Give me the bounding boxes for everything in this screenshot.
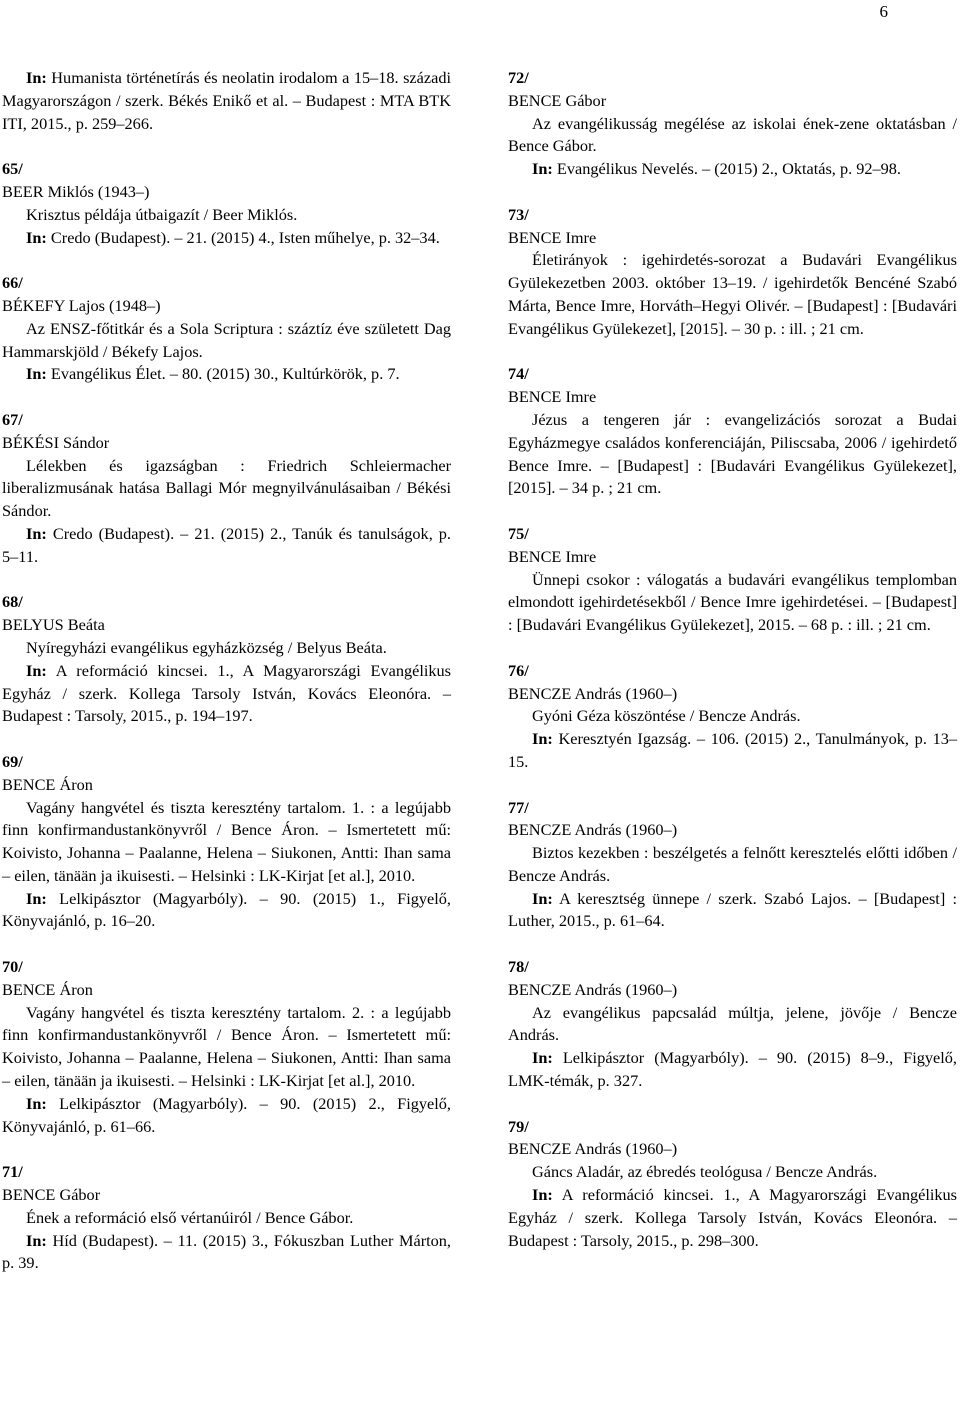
bibliography-entry: [2, 158, 451, 249]
bibliography-entry: [508, 363, 957, 500]
bibliography-entry: [508, 67, 957, 181]
entry-title: Gáncs Aladár, az ébredés teológusa / Bencze András.: [532, 1162, 878, 1182]
source-text: Keresztyén Igazság. – 106. (2015) 2., Tanulmányok, p. 13–15.: [508, 729, 957, 771]
entry-title: Az ENSZ-főtitkár és a Sola Scriptura : száztíz éve született Dag Hammarskjöld / Békefy Lajos.: [2, 318, 451, 361]
source-text: A keresztség ünnepe / szerk. Szabó Lajos. – [Budapest] : Luther, 2015., p. 61–64.: [508, 888, 958, 931]
entry-number: 72/: [508, 68, 529, 87]
in-label: In:: [26, 227, 47, 247]
entry-author: BENCZE András (1960–): [508, 820, 678, 840]
entry-author: BENCZE András (1960–): [508, 683, 678, 703]
source-text: Lelkipásztor (Magyarbóly). – 90. (2015) 8–9., Figyelő, LMK-témák, p. 327.: [508, 1048, 957, 1091]
entry-source: [2, 660, 451, 728]
source-text: Credo (Budapest). – 21. (2015) 4., Isten műhelye, p. 32–34.: [50, 227, 440, 247]
bibliography-entry: [2, 1161, 451, 1275]
bibliography-entry: [508, 660, 957, 774]
left-column: [2, 67, 451, 1298]
in-label: In:: [532, 1185, 553, 1205]
entry-author: BENCZE András (1960–): [508, 979, 678, 999]
entry-source: [2, 523, 451, 569]
entry-title: Gyóni Géza köszöntése / Bencze András.: [532, 706, 801, 726]
source-text: A reformáció kincsei. 1., A Magyarországi Evangélikus Egyház / szerk. Kollega Tarsoly István, Kovács Eleonóra. – Budapest : Tarsoly, 2015., p. 298–300.: [508, 1185, 958, 1250]
entry-author: BÉKEFY Lajos (1948–): [2, 295, 161, 315]
entry-source: [2, 888, 451, 934]
entry-author: BENCE Imre: [508, 387, 597, 407]
entry-number: 71/: [2, 1162, 23, 1182]
entry-source: [508, 158, 957, 181]
entry-number: 65/: [2, 159, 23, 179]
entry-number: 66/: [2, 273, 23, 293]
entry-author: BENCE Imre: [508, 546, 597, 566]
entry-title: Ének a reformáció első vértanúiról / Bence Gábor.: [26, 1207, 354, 1227]
entry-number: 79/: [508, 1116, 529, 1136]
bibliography-entry-fragment: [2, 67, 451, 135]
entry-author: BÉKÉSI Sándor: [2, 432, 110, 452]
bibliography-entry: [508, 523, 957, 637]
entry-number: 75/: [508, 523, 529, 543]
entry-title: Az evangélikusság megélése az iskolai ének-zene oktatásban / Bence Gábor.: [508, 113, 957, 156]
bibliography-entry: [2, 956, 451, 1138]
entry-title: Életirányok : igehirdetés-sorozat a Budavári Evangélikus Gyülekezetben 2003. október 13–19. / igehirdetők Bencéné Szabó Márta, Bence Imre, Horváth–Hegyi Olivér. – [Budapest] : [Budavári Evangélikus Gyülekezet], [2015]. – 30 p. : ill. ; 21 cm.: [508, 250, 957, 338]
entry-number: 76/: [508, 660, 529, 680]
entry-number: 74/: [508, 364, 529, 384]
entry-title: Biztos kezekben : beszélgetés a felnőtt keresztelés előtti időben / Bencze András.: [508, 843, 957, 885]
bibliography-entry: [508, 1116, 957, 1253]
source-text: Híd (Budapest). – 11. (2015) 3., Fókuszban Luther Márton, p. 39.: [2, 1230, 451, 1273]
in-label: In:: [26, 523, 47, 543]
in-label: In:: [26, 1230, 47, 1250]
entry-number: 73/: [508, 204, 529, 224]
source-text: Evangélikus Nevelés. – (2015) 2., Oktatás, p. 92–98.: [556, 159, 902, 179]
source-text: Lelkipásztor (Magyarbóly). – 90. (2015) 2., Figyelő, Könyvajánló, p. 61–66.: [2, 1093, 451, 1136]
entry-source: [2, 67, 451, 135]
entry-author: BEER Miklós (1943–): [2, 181, 150, 201]
entry-author: BELYUS Beáta: [2, 615, 105, 635]
entry-number: 69/: [2, 751, 23, 771]
source-text: A reformáció kincsei. 1., A Magyarországi Evangélikus Egyház / szerk. Kollega Tarsoly István, Kovács Eleonóra. – Budapest : Tarsoly, 2015., p. 194–197.: [2, 660, 452, 726]
entry-source: [508, 888, 957, 934]
entry-source: [508, 1184, 957, 1252]
entry-number: 77/: [508, 797, 529, 817]
in-label: In:: [26, 888, 47, 908]
entry-author: BENCE Gábor: [2, 1185, 101, 1205]
bibliography-entry: [2, 751, 451, 933]
in-label: In:: [26, 364, 47, 384]
entry-title: Nyíregyházi evangélikus egyházközség / Belyus Beáta.: [26, 637, 387, 657]
in-label: In:: [26, 1093, 47, 1113]
entry-title: Vagány hangvétel és tiszta keresztény tartalom. 2. : a legújabb finn konfirmandustankönyvről / Bence Áron. – Ismertetett mű: Koivisto, Johanna – Paalanne, Helena – Siukonen, Antti: Ihan sama – eilen, tänään ja ikuisesti. – Helsinki : LK-Kirjat [et al.], 2010.: [2, 1002, 451, 1091]
entry-source: [2, 363, 451, 386]
bibliography-entry: [508, 204, 957, 341]
entry-source: [508, 728, 957, 774]
in-label: In:: [532, 1048, 553, 1068]
entry-title: Az evangélikus papcsalád múltja, jelene, jövője / Bencze András.: [508, 1002, 957, 1045]
source-text: Humanista történetírás és neolatin irodalom a 15–18. századi Magyarországon / szerk. Békés Enikő et al. – Budapest : MTA BTK ITI, 2015., p. 259–266.: [2, 68, 451, 133]
in-label: In:: [532, 159, 553, 179]
entry-title: Ünnepi csokor : válogatás a budavári evangélikus templomban elmondott igehirdetésekből / Bence Imre igehirdetései. – [Budapest] : [Budavári Evangélikus Gyülekezet], 2015. – 68 p. : ill. ; 21 cm.: [508, 569, 957, 635]
entry-title: Lélekben és igazságban : Friedrich Schleiermacher liberalizmusának hatása Ballagi Mór megnyilvánulásaiban / Békési Sándor.: [2, 455, 451, 521]
bibliography-entry: [2, 591, 451, 728]
entry-author: BENCE Áron: [2, 774, 93, 794]
in-label: In:: [532, 729, 553, 749]
page-number: 6: [879, 2, 888, 21]
entry-author: BENCE Gábor: [508, 90, 607, 110]
right-column: [508, 67, 957, 1275]
source-text: Lelkipásztor (Magyarbóly). – 90. (2015) 1., Figyelő, Könyvajánló, p. 16–20.: [2, 888, 451, 931]
entry-source: [2, 1093, 451, 1139]
entry-source: [2, 1230, 451, 1276]
entry-number: 67/: [2, 409, 23, 429]
entry-title: Vagány hangvétel és tiszta keresztény tartalom. 1. : a legújabb finn konfirmandustankönyvről / Bence Áron. – Ismertetett mű: Koivisto, Johanna – Paalanne, Helena – Siukonen, Antti: Ihan sama – eilen, tänään ja ikuisesti. – Helsinki : LK-Kirjat [et al.], 2010.: [2, 797, 451, 885]
bibliography-entry: [508, 797, 957, 934]
entry-source: [508, 1047, 957, 1093]
entry-author: BENCZE András (1960–): [508, 1139, 678, 1159]
entry-number: 70/: [2, 957, 23, 977]
bibliography-entry: [508, 956, 957, 1093]
in-label: In:: [26, 68, 47, 87]
in-label: In:: [532, 888, 553, 908]
source-text: Credo (Budapest). – 21. (2015) 2., Tanúk és tanulságok, p. 5–11.: [2, 523, 451, 566]
bibliography-entry: [2, 409, 451, 569]
entry-number: 68/: [2, 592, 23, 612]
in-label: In:: [26, 660, 47, 680]
entry-title: Krisztus példája útbaigazít / Beer Miklós.: [26, 204, 298, 224]
bibliography-entry: [2, 272, 451, 386]
entry-author: BENCE Áron: [2, 979, 93, 999]
entry-number: 78/: [508, 957, 529, 977]
entry-title: Jézus a tengeren jár : evangelizációs sorozat a Budai Egyházmegye családos konferenciáján, Piliscsaba, 2006 / igehirdető Bence Imre. – [Budapest] : [Budavári Evangélikus Gyülekezet], [2015]. – 34 p. ; 21 cm.: [508, 409, 957, 498]
entry-author: BENCE Imre: [508, 227, 597, 247]
entry-source: [2, 227, 451, 250]
source-text: Evangélikus Élet. – 80. (2015) 30., Kultúrkörök, p. 7.: [50, 364, 400, 384]
